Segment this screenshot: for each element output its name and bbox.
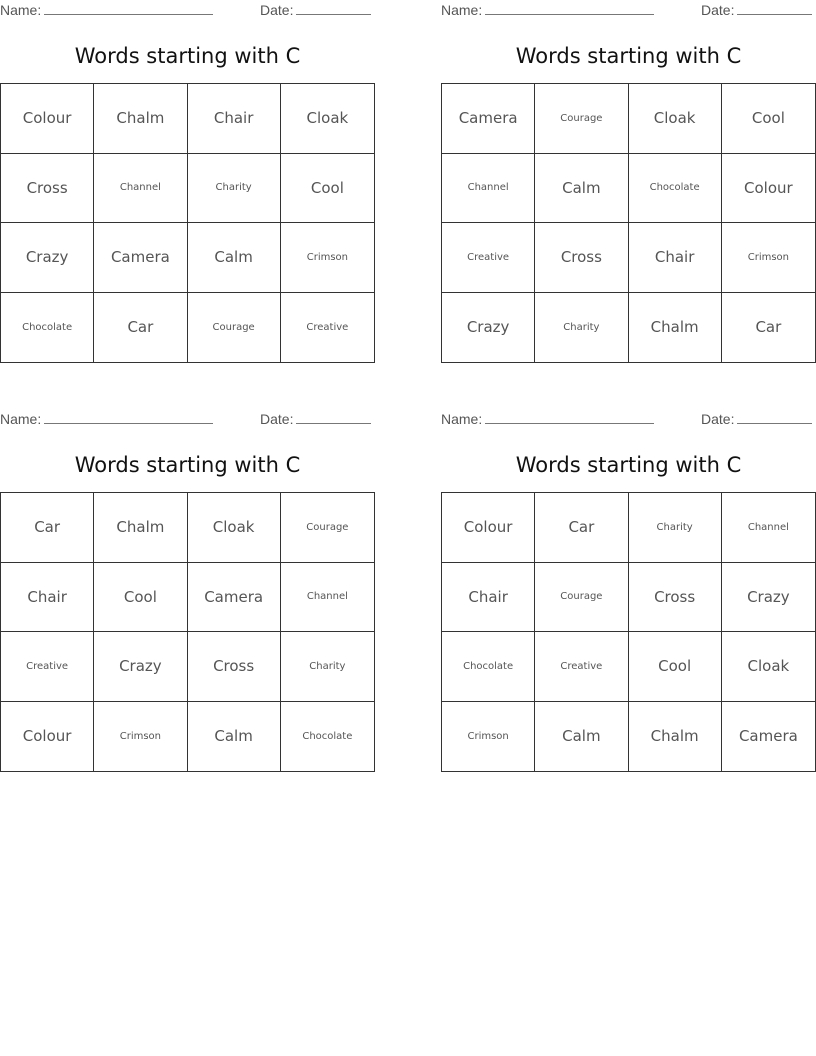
- bingo-cell[interactable]: Courage: [281, 493, 374, 563]
- bingo-cell[interactable]: Charity: [281, 632, 374, 702]
- bingo-cell[interactable]: Cross: [535, 223, 628, 293]
- bingo-grid: [441, 83, 816, 363]
- date-blank-line[interactable]: [296, 411, 371, 424]
- bingo-cell[interactable]: Courage: [535, 84, 628, 154]
- bingo-cell[interactable]: Chair: [629, 223, 722, 293]
- bingo-cell[interactable]: Cool: [94, 563, 187, 633]
- card-header: [0, 0, 375, 22]
- bingo-grid: [441, 492, 816, 772]
- bingo-cell[interactable]: Cool: [722, 84, 815, 154]
- bingo-cell[interactable]: Channel: [281, 563, 374, 633]
- bingo-grid: [0, 492, 375, 772]
- bingo-cell[interactable]: Cloak: [281, 84, 374, 154]
- name-blank-line[interactable]: [44, 411, 213, 424]
- bingo-cell[interactable]: Chocolate: [1, 293, 94, 363]
- name-blank-line[interactable]: [44, 2, 213, 15]
- bingo-card: [0, 0, 375, 337]
- bingo-cell[interactable]: Channel: [442, 154, 535, 224]
- bingo-cell[interactable]: Cool: [281, 154, 374, 224]
- name-blank-line[interactable]: [485, 2, 654, 15]
- date-blank-line[interactable]: [737, 411, 812, 424]
- card-title: Words starting with C: [74, 44, 301, 68]
- bingo-cell[interactable]: Chair: [1, 563, 94, 633]
- name-field[interactable]: [0, 2, 213, 18]
- card-title: Words starting with C: [515, 453, 742, 477]
- name-label: Name:: [0, 2, 42, 18]
- bingo-cell[interactable]: Chalm: [94, 493, 187, 563]
- bingo-cell[interactable]: Crazy: [722, 563, 815, 633]
- bingo-cell[interactable]: Calm: [188, 702, 281, 772]
- bingo-cell[interactable]: Car: [1, 493, 94, 563]
- bingo-cell[interactable]: Crimson: [94, 702, 187, 772]
- date-label: Date:: [701, 411, 735, 427]
- bingo-cell[interactable]: Creative: [306, 321, 349, 333]
- bingo-cell[interactable]: Colour: [722, 154, 815, 224]
- bingo-cell[interactable]: Camera: [188, 563, 281, 633]
- date-blank-line[interactable]: [296, 2, 371, 15]
- bingo-cell[interactable]: Chalm: [629, 293, 722, 363]
- bingo-cell[interactable]: Crimson: [442, 702, 535, 772]
- date-field[interactable]: [701, 411, 812, 427]
- bingo-cell[interactable]: Cross: [629, 563, 722, 633]
- bingo-cell[interactable]: Courage: [535, 563, 628, 633]
- name-field[interactable]: [0, 411, 213, 427]
- bingo-cell[interactable]: Crimson: [722, 223, 815, 293]
- bingo-cell[interactable]: Camera: [738, 727, 798, 746]
- bingo-card: [0, 409, 375, 746]
- bingo-cell[interactable]: Crazy: [1, 223, 94, 293]
- bingo-cell[interactable]: Chair: [188, 84, 281, 154]
- bingo-cell[interactable]: Calm: [188, 223, 281, 293]
- bingo-cell[interactable]: Colour: [1, 702, 94, 772]
- date-field[interactable]: [260, 411, 371, 427]
- bingo-cell[interactable]: Charity: [629, 493, 722, 563]
- date-field[interactable]: [260, 2, 371, 18]
- date-blank-line[interactable]: [737, 2, 812, 15]
- bingo-cell[interactable]: Courage: [188, 293, 281, 363]
- name-label: Name:: [441, 2, 483, 18]
- card-title: Words starting with C: [74, 453, 301, 477]
- name-field[interactable]: [441, 411, 654, 427]
- name-label: Name:: [441, 411, 483, 427]
- bingo-cell[interactable]: Calm: [535, 702, 628, 772]
- bingo-cell[interactable]: Cloak: [188, 493, 281, 563]
- bingo-cell[interactable]: Charity: [188, 154, 281, 224]
- bingo-cell[interactable]: Creative: [442, 223, 535, 293]
- bingo-cell[interactable]: Channel: [94, 154, 187, 224]
- bingo-cell[interactable]: Chocolate: [629, 154, 722, 224]
- bingo-cell[interactable]: Chocolate: [302, 730, 353, 742]
- bingo-cell[interactable]: Calm: [535, 154, 628, 224]
- bingo-cell[interactable]: Cool: [629, 632, 722, 702]
- bingo-cell[interactable]: Cross: [1, 154, 94, 224]
- bingo-cell[interactable]: Car: [94, 293, 187, 363]
- bingo-cell[interactable]: Chocolate: [442, 632, 535, 702]
- card-header: [441, 409, 816, 431]
- name-blank-line[interactable]: [485, 411, 654, 424]
- bingo-card: [441, 0, 816, 337]
- card-header: [441, 0, 816, 22]
- bingo-cell[interactable]: Camera: [94, 223, 187, 293]
- bingo-cell[interactable]: Camera: [442, 84, 535, 154]
- bingo-cell[interactable]: Crazy: [442, 293, 535, 363]
- bingo-cell[interactable]: Colour: [1, 84, 94, 154]
- date-label: Date:: [260, 2, 294, 18]
- name-field[interactable]: [441, 2, 654, 18]
- bingo-cell[interactable]: Car: [535, 493, 628, 563]
- bingo-cell[interactable]: Charity: [535, 293, 628, 363]
- bingo-cell[interactable]: Channel: [722, 493, 815, 563]
- bingo-cell[interactable]: Chalm: [94, 84, 187, 154]
- bingo-card: [441, 409, 816, 746]
- bingo-cell[interactable]: Cross: [188, 632, 281, 702]
- card-title: Words starting with C: [515, 44, 742, 68]
- bingo-cell[interactable]: Cloak: [629, 84, 722, 154]
- date-field[interactable]: [701, 2, 812, 18]
- bingo-cell[interactable]: Chair: [442, 563, 535, 633]
- card-header: [0, 409, 375, 431]
- bingo-cell[interactable]: Crimson: [281, 223, 374, 293]
- bingo-cell[interactable]: Car: [755, 318, 782, 337]
- bingo-cell[interactable]: Cloak: [722, 632, 815, 702]
- date-label: Date:: [260, 411, 294, 427]
- bingo-cell[interactable]: Creative: [1, 632, 94, 702]
- bingo-grid: [0, 83, 375, 363]
- bingo-cell[interactable]: Colour: [442, 493, 535, 563]
- bingo-cell[interactable]: Chalm: [629, 702, 722, 772]
- bingo-cell[interactable]: Creative: [535, 632, 628, 702]
- date-label: Date:: [701, 2, 735, 18]
- name-label: Name:: [0, 411, 42, 427]
- bingo-cell[interactable]: Crazy: [94, 632, 187, 702]
